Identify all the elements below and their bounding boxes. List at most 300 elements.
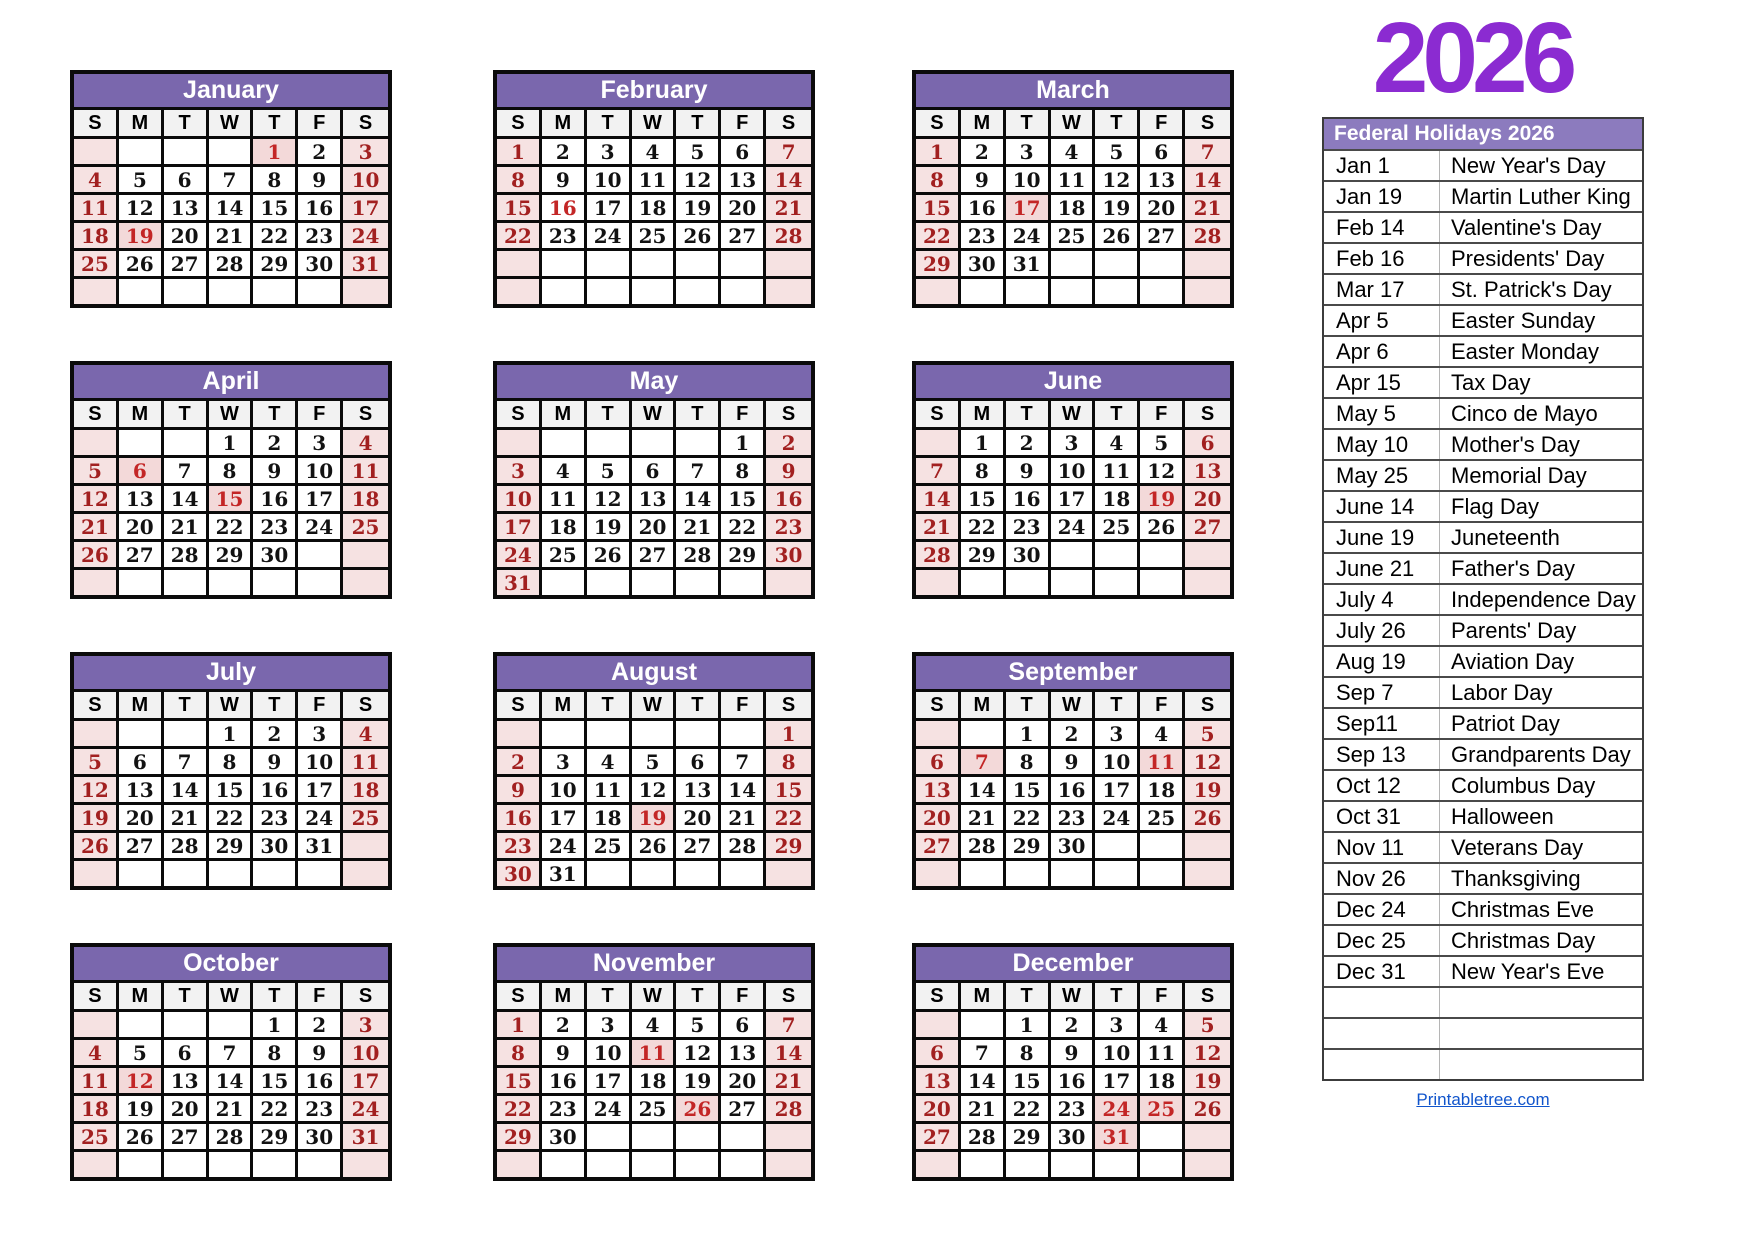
- empty-cell: [119, 570, 164, 595]
- day-cell: 17: [1095, 777, 1140, 805]
- holiday-date: May 5: [1336, 400, 1396, 426]
- empty-cell: [298, 279, 343, 304]
- day-cell: 28: [721, 833, 766, 861]
- holiday-row: [1324, 335, 1642, 366]
- weekday-header: F: [721, 401, 766, 430]
- day-cell: 8: [209, 749, 254, 777]
- day-cell: 26: [587, 542, 632, 570]
- weekday-header: S: [497, 110, 542, 139]
- day-cell: 27: [164, 1124, 209, 1152]
- empty-cell: [676, 430, 721, 458]
- day-cell: 12: [676, 167, 721, 195]
- day-cell: 28: [164, 542, 209, 570]
- holiday-name: Labor Day: [1439, 678, 1642, 707]
- empty-cell: [542, 1152, 587, 1177]
- month-title: December: [916, 947, 1230, 983]
- day-cell: 29: [961, 542, 1006, 570]
- empty-cell: [164, 570, 209, 595]
- day-cell: 9: [298, 1040, 343, 1068]
- month-title: May: [497, 365, 811, 401]
- weekday-header: M: [542, 983, 587, 1012]
- month-october: [70, 943, 392, 1181]
- month-july: [70, 652, 392, 890]
- empty-cell: [164, 861, 209, 886]
- empty-cell: [721, 251, 766, 279]
- holiday-date: Oct 31: [1336, 803, 1401, 829]
- day-cell: 17: [542, 805, 587, 833]
- day-cell: 12: [632, 777, 677, 805]
- day-cell: 5: [632, 749, 677, 777]
- holiday-date: Mar 17: [1336, 276, 1405, 302]
- day-cell: 2: [542, 1012, 587, 1040]
- day-cell: 2: [1006, 430, 1051, 458]
- empty-cell: [766, 251, 811, 279]
- day-cell: 8: [1006, 1040, 1051, 1068]
- day-cell: 29: [253, 1124, 298, 1152]
- empty-cell: [1140, 570, 1185, 595]
- empty-cell: [587, 279, 632, 304]
- day-cell: 4: [1140, 721, 1185, 749]
- empty-cell: [74, 139, 119, 167]
- day-cell: 28: [961, 833, 1006, 861]
- day-cell: 2: [253, 721, 298, 749]
- day-cell: 24: [298, 514, 343, 542]
- day-cell: 18: [74, 1096, 119, 1124]
- day-cell: 15: [766, 777, 811, 805]
- day-cell: 28: [209, 1124, 254, 1152]
- weekday-header: M: [961, 983, 1006, 1012]
- holiday-date: Dec 25: [1336, 927, 1406, 953]
- empty-cell: [1140, 542, 1185, 570]
- day-cell: 26: [632, 833, 677, 861]
- day-cell: 1: [1006, 1012, 1051, 1040]
- empty-cell: [1095, 833, 1140, 861]
- year-title: 2026: [1372, 2, 1572, 114]
- weekday-header: F: [298, 692, 343, 721]
- weekday-header: W: [1051, 110, 1096, 139]
- day-cell: 26: [676, 223, 721, 251]
- day-cell: 30: [766, 542, 811, 570]
- day-cell: 5: [587, 458, 632, 486]
- empty-cell: [766, 1124, 811, 1152]
- holiday-name: Easter Sunday: [1439, 306, 1642, 335]
- day-cell: 20: [676, 805, 721, 833]
- month-title: April: [74, 365, 388, 401]
- empty-cell: [1051, 861, 1096, 886]
- weekday-header: F: [1140, 110, 1185, 139]
- day-cell: 24: [1095, 805, 1140, 833]
- weekday-header: S: [497, 692, 542, 721]
- day-cell: 22: [916, 223, 961, 251]
- holiday-row: [1324, 738, 1642, 769]
- day-cell: 18: [1140, 777, 1185, 805]
- empty-cell: [587, 251, 632, 279]
- day-cell: 19: [676, 1068, 721, 1096]
- empty-cell: [961, 861, 1006, 886]
- holiday-date: Oct 12: [1336, 772, 1401, 798]
- day-cell: 13: [1185, 458, 1230, 486]
- day-cell: 13: [721, 167, 766, 195]
- empty-cell: [587, 721, 632, 749]
- weekday-header: T: [676, 983, 721, 1012]
- empty-cell: [766, 861, 811, 886]
- day-cell: 21: [74, 514, 119, 542]
- empty-cell: [253, 1152, 298, 1177]
- weekday-header: S: [343, 110, 388, 139]
- day-cell: 15: [497, 1068, 542, 1096]
- weekday-header: T: [164, 692, 209, 721]
- day-cell: 13: [1140, 167, 1185, 195]
- empty-cell: [497, 721, 542, 749]
- month-title: June: [916, 365, 1230, 401]
- day-cell: 12: [74, 486, 119, 514]
- day-cell: 22: [253, 223, 298, 251]
- day-cell: 20: [721, 1068, 766, 1096]
- day-cell: 24: [497, 542, 542, 570]
- day-cell: 27: [676, 833, 721, 861]
- day-cell: 18: [1095, 486, 1140, 514]
- holiday-name: [1439, 988, 1642, 1017]
- holiday-date: Apr 6: [1336, 338, 1389, 364]
- day-cell: 6: [1185, 430, 1230, 458]
- day-cell: 11: [632, 167, 677, 195]
- day-cell: 14: [1185, 167, 1230, 195]
- empty-cell: [1140, 833, 1185, 861]
- month-title: July: [74, 656, 388, 692]
- month-august: [493, 652, 815, 890]
- day-cell: 8: [721, 458, 766, 486]
- empty-cell: [766, 570, 811, 595]
- day-cell: 6: [164, 167, 209, 195]
- day-cell: 23: [542, 223, 587, 251]
- day-cell: 3: [587, 1012, 632, 1040]
- empty-cell: [721, 721, 766, 749]
- day-cell: 16: [497, 805, 542, 833]
- day-cell: 19: [632, 805, 677, 833]
- day-cell: 29: [497, 1124, 542, 1152]
- weekday-header: F: [298, 110, 343, 139]
- empty-cell: [74, 861, 119, 886]
- day-cell: 30: [298, 251, 343, 279]
- empty-cell: [587, 570, 632, 595]
- empty-cell: [298, 861, 343, 886]
- weekday-header: S: [766, 401, 811, 430]
- day-cell: 16: [1051, 777, 1096, 805]
- day-cell: 23: [253, 805, 298, 833]
- empty-cell: [74, 1152, 119, 1177]
- footer-link[interactable]: Printabletree.com: [1416, 1090, 1550, 1109]
- day-cell: 18: [74, 223, 119, 251]
- weekday-header: W: [1051, 692, 1096, 721]
- weekday-header: T: [253, 692, 298, 721]
- day-cell: 19: [119, 1096, 164, 1124]
- day-cell: 20: [119, 805, 164, 833]
- day-cell: 17: [298, 486, 343, 514]
- day-cell: 10: [343, 1040, 388, 1068]
- holiday-name: Grandparents Day: [1439, 740, 1642, 769]
- day-cell: 16: [298, 1068, 343, 1096]
- day-cell: 1: [961, 430, 1006, 458]
- day-cell: 22: [209, 514, 254, 542]
- weekday-header: W: [632, 692, 677, 721]
- empty-cell: [119, 1012, 164, 1040]
- day-cell: 20: [164, 1096, 209, 1124]
- weekday-header: S: [916, 692, 961, 721]
- day-cell: 2: [497, 749, 542, 777]
- day-cell: 25: [587, 833, 632, 861]
- empty-cell: [587, 430, 632, 458]
- weekday-header: S: [343, 983, 388, 1012]
- holiday-date: [1324, 1050, 1439, 1079]
- day-cell: 15: [916, 195, 961, 223]
- day-cell: 13: [916, 1068, 961, 1096]
- holiday-date: July 4: [1336, 586, 1394, 612]
- empty-cell: [1185, 833, 1230, 861]
- holiday-row: [1324, 211, 1642, 242]
- holiday-name: Presidents' Day: [1439, 244, 1642, 273]
- day-cell: 27: [916, 1124, 961, 1152]
- weekday-header: S: [74, 983, 119, 1012]
- day-cell: 7: [766, 1012, 811, 1040]
- day-cell: 16: [1006, 486, 1051, 514]
- empty-cell: [721, 861, 766, 886]
- day-cell: 26: [1185, 1096, 1230, 1124]
- empty-cell: [209, 861, 254, 886]
- empty-cell: [497, 430, 542, 458]
- empty-cell: [1185, 251, 1230, 279]
- holiday-name: Halloween: [1439, 802, 1642, 831]
- day-cell: 23: [497, 833, 542, 861]
- weekday-header: S: [766, 692, 811, 721]
- empty-cell: [632, 861, 677, 886]
- weekday-header: S: [74, 110, 119, 139]
- day-cell: 8: [1006, 749, 1051, 777]
- empty-cell: [916, 570, 961, 595]
- holiday-row: [1324, 924, 1642, 955]
- day-cell: 21: [164, 514, 209, 542]
- holiday-name: New Year's Eve: [1439, 957, 1642, 986]
- empty-cell: [916, 861, 961, 886]
- day-cell: 28: [1185, 223, 1230, 251]
- day-cell: 14: [721, 777, 766, 805]
- day-cell: 26: [119, 251, 164, 279]
- day-cell: 16: [542, 1068, 587, 1096]
- holiday-date: Dec 31: [1336, 958, 1406, 984]
- day-cell: 9: [253, 749, 298, 777]
- empty-cell: [961, 570, 1006, 595]
- day-cell: 24: [343, 223, 388, 251]
- holiday-row: [1324, 645, 1642, 676]
- month-title: January: [74, 74, 388, 110]
- day-cell: 20: [1185, 486, 1230, 514]
- day-cell: 31: [497, 570, 542, 595]
- day-cell: 31: [298, 833, 343, 861]
- day-cell: 3: [1051, 430, 1096, 458]
- empty-cell: [1095, 861, 1140, 886]
- day-cell: 4: [74, 167, 119, 195]
- weekday-header: M: [119, 983, 164, 1012]
- day-cell: 17: [1095, 1068, 1140, 1096]
- weekday-header: M: [119, 110, 164, 139]
- empty-cell: [676, 721, 721, 749]
- day-cell: 5: [119, 1040, 164, 1068]
- day-cell: 2: [253, 430, 298, 458]
- day-cell: 2: [961, 139, 1006, 167]
- day-cell: 25: [1140, 1096, 1185, 1124]
- weekday-header: S: [766, 983, 811, 1012]
- weekday-header: W: [632, 983, 677, 1012]
- day-cell: 10: [542, 777, 587, 805]
- day-cell: 13: [632, 486, 677, 514]
- empty-cell: [676, 279, 721, 304]
- day-cell: 4: [587, 749, 632, 777]
- day-cell: 27: [916, 833, 961, 861]
- day-cell: 14: [676, 486, 721, 514]
- day-cell: 7: [164, 458, 209, 486]
- day-cell: 6: [119, 458, 164, 486]
- holiday-name: [1439, 1050, 1642, 1079]
- weekday-header: S: [1185, 110, 1230, 139]
- day-cell: 10: [1095, 1040, 1140, 1068]
- day-cell: 16: [766, 486, 811, 514]
- empty-cell: [74, 570, 119, 595]
- holiday-row: [1324, 583, 1642, 614]
- day-cell: 23: [253, 514, 298, 542]
- empty-cell: [916, 279, 961, 304]
- day-cell: 9: [298, 167, 343, 195]
- holiday-date: July 26: [1336, 617, 1406, 643]
- day-cell: 18: [587, 805, 632, 833]
- day-cell: 1: [1006, 721, 1051, 749]
- day-cell: 4: [343, 430, 388, 458]
- empty-cell: [1051, 279, 1096, 304]
- day-cell: 24: [298, 805, 343, 833]
- holiday-date: Apr 15: [1336, 369, 1401, 395]
- day-cell: 15: [1006, 777, 1051, 805]
- weekday-header: T: [587, 983, 632, 1012]
- day-cell: 31: [1095, 1124, 1140, 1152]
- day-cell: 4: [542, 458, 587, 486]
- holiday-row: [1324, 676, 1642, 707]
- empty-cell: [676, 251, 721, 279]
- day-cell: 27: [721, 223, 766, 251]
- weekday-header: T: [1095, 692, 1140, 721]
- empty-cell: [119, 139, 164, 167]
- day-cell: 12: [1185, 1040, 1230, 1068]
- weekday-header: T: [253, 110, 298, 139]
- day-cell: 16: [298, 195, 343, 223]
- weekday-header: S: [766, 110, 811, 139]
- empty-cell: [119, 430, 164, 458]
- day-cell: 7: [766, 139, 811, 167]
- day-cell: 7: [721, 749, 766, 777]
- day-cell: 13: [676, 777, 721, 805]
- month-title: October: [74, 947, 388, 983]
- day-cell: 30: [253, 833, 298, 861]
- empty-cell: [632, 1152, 677, 1177]
- empty-cell: [1051, 1152, 1096, 1177]
- day-cell: 22: [497, 1096, 542, 1124]
- day-cell: 20: [119, 514, 164, 542]
- day-cell: 28: [164, 833, 209, 861]
- day-cell: 11: [1095, 458, 1140, 486]
- holiday-date: Feb 14: [1336, 214, 1405, 240]
- month-march: [912, 70, 1234, 308]
- weekday-header: S: [343, 692, 388, 721]
- weekday-header: M: [961, 110, 1006, 139]
- day-cell: 5: [1185, 721, 1230, 749]
- day-cell: 2: [1051, 721, 1096, 749]
- empty-cell: [587, 1152, 632, 1177]
- day-cell: 28: [766, 223, 811, 251]
- day-cell: 7: [676, 458, 721, 486]
- day-cell: 19: [74, 805, 119, 833]
- month-november: [493, 943, 815, 1181]
- day-cell: 16: [542, 195, 587, 223]
- holiday-row: [1324, 955, 1642, 986]
- weekday-header: W: [632, 401, 677, 430]
- day-cell: 16: [961, 195, 1006, 223]
- weekday-header: S: [497, 401, 542, 430]
- empty-cell: [587, 1124, 632, 1152]
- empty-cell: [1051, 570, 1096, 595]
- day-cell: 30: [542, 1124, 587, 1152]
- empty-cell: [542, 251, 587, 279]
- day-cell: 9: [497, 777, 542, 805]
- empty-cell: [119, 1152, 164, 1177]
- empty-cell: [1006, 861, 1051, 886]
- empty-cell: [1006, 1152, 1051, 1177]
- day-cell: 21: [1185, 195, 1230, 223]
- day-cell: 11: [1051, 167, 1096, 195]
- day-cell: 14: [209, 1068, 254, 1096]
- day-cell: 29: [916, 251, 961, 279]
- day-cell: 11: [632, 1040, 677, 1068]
- day-cell: 18: [343, 777, 388, 805]
- day-cell: 27: [721, 1096, 766, 1124]
- weekday-header: T: [164, 401, 209, 430]
- day-cell: 13: [916, 777, 961, 805]
- empty-cell: [632, 570, 677, 595]
- day-cell: 7: [1185, 139, 1230, 167]
- day-cell: 11: [74, 1068, 119, 1096]
- empty-cell: [1185, 570, 1230, 595]
- day-cell: 18: [1051, 195, 1096, 223]
- weekday-header: S: [74, 692, 119, 721]
- day-cell: 9: [1006, 458, 1051, 486]
- empty-cell: [298, 570, 343, 595]
- empty-cell: [74, 1012, 119, 1040]
- day-cell: 20: [916, 1096, 961, 1124]
- day-cell: 26: [119, 1124, 164, 1152]
- day-cell: 24: [1006, 223, 1051, 251]
- holiday-date: Nov 11: [1336, 834, 1405, 860]
- day-cell: 22: [253, 1096, 298, 1124]
- day-cell: 9: [253, 458, 298, 486]
- weekday-header: W: [632, 110, 677, 139]
- empty-cell: [632, 430, 677, 458]
- day-cell: 30: [298, 1124, 343, 1152]
- day-cell: 12: [1095, 167, 1140, 195]
- holiday-date: June 19: [1336, 524, 1415, 550]
- day-cell: 23: [298, 1096, 343, 1124]
- holiday-row: [1324, 273, 1642, 304]
- day-cell: 9: [542, 1040, 587, 1068]
- holiday-name: Memorial Day: [1439, 461, 1642, 490]
- day-cell: 2: [298, 1012, 343, 1040]
- holiday-row: [1324, 862, 1642, 893]
- day-cell: 19: [587, 514, 632, 542]
